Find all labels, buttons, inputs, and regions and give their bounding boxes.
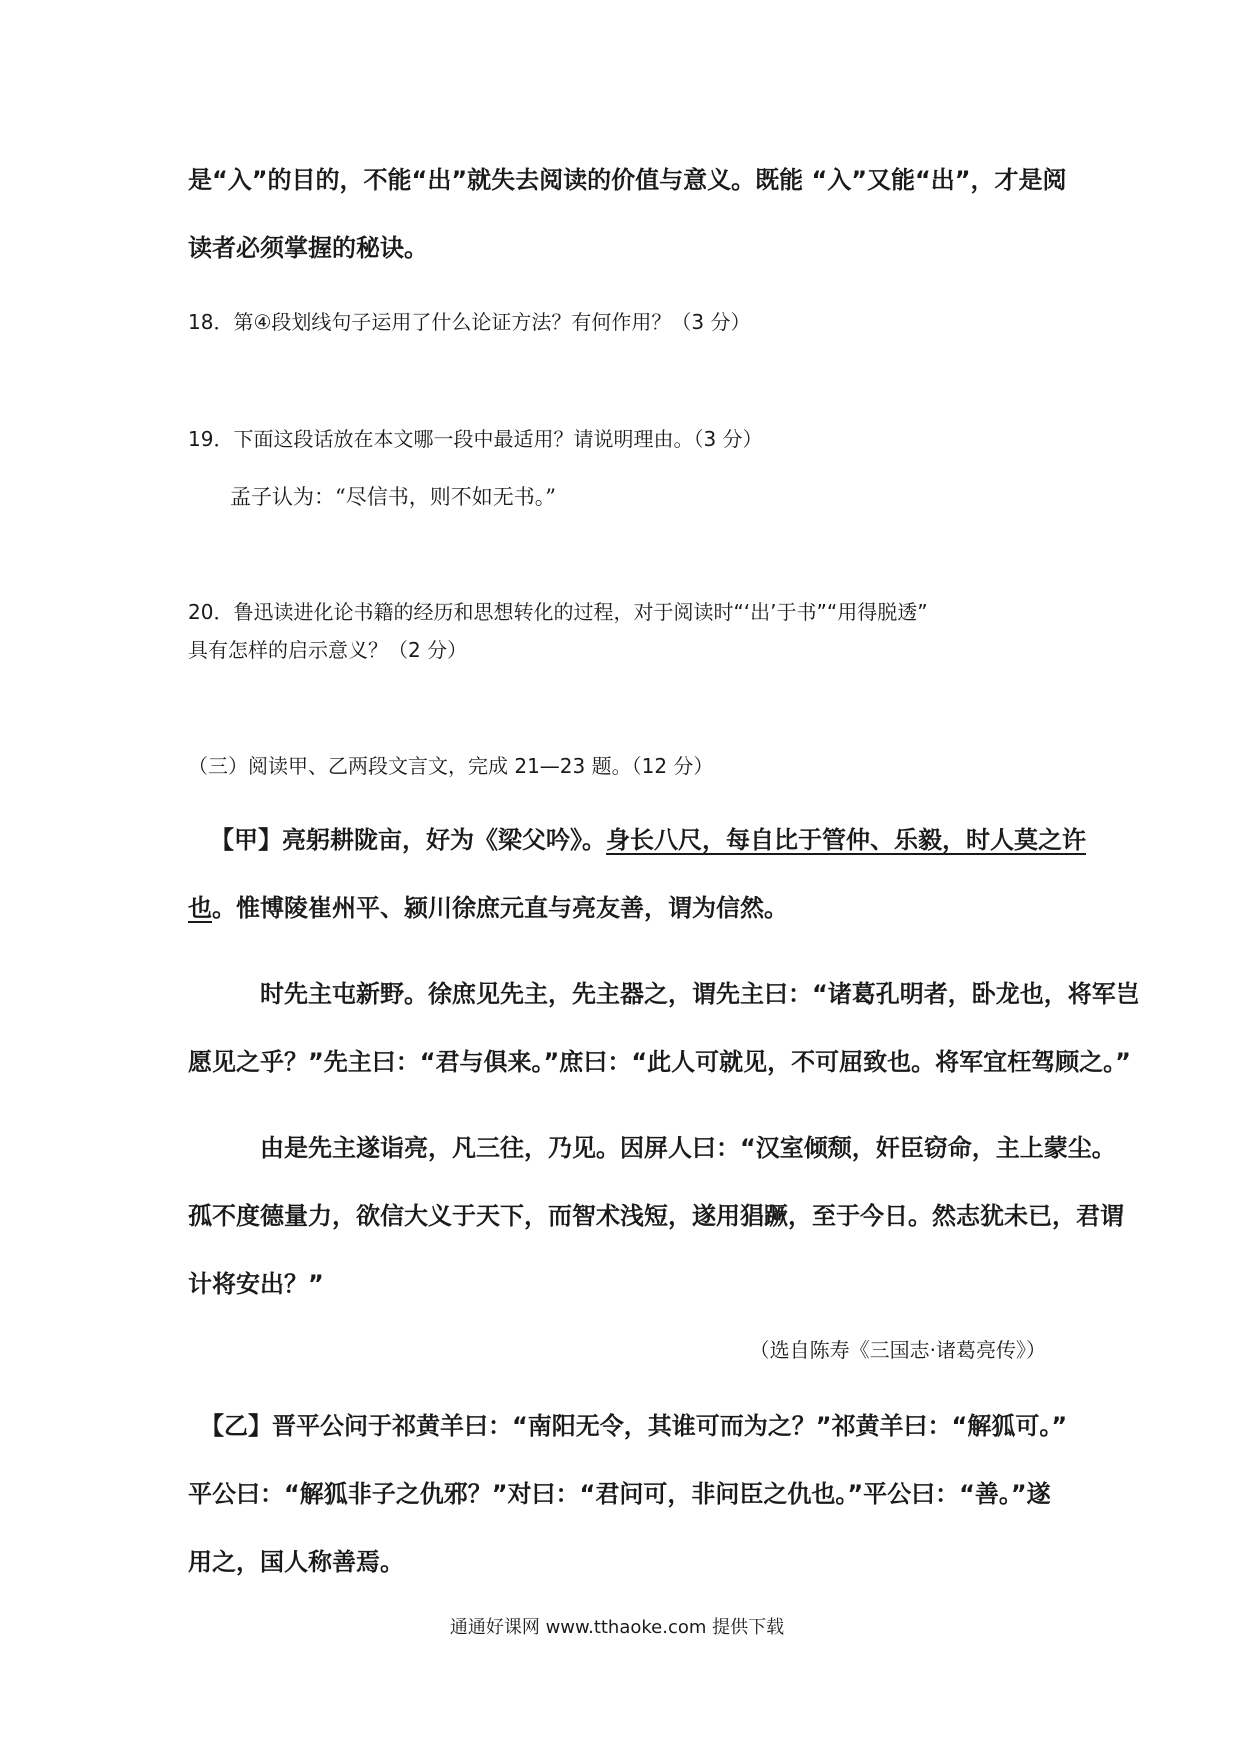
passage-jia-line [188,892,788,924]
passage-jia-line: 孤不度德量力，欲信大义于天下，而智术浅短，遂用猖蹶，至于今日。然志犹未已，君谓 [188,1202,1124,1230]
passage-jia-line: 计将安出？” [188,1270,324,1298]
passage-text: 【甲】亮躬耕陇亩，好为《梁父吟》。 [210,826,606,854]
passage-jia-line: 愿见之乎？”先主曰：“君与俱来。”庶曰：“此人可就见，不可屈致也。将军宜枉驾顾之。” [188,1048,1131,1076]
question-19-quote: 孟子认为：“尽信书，则不如无书。” [230,485,556,509]
paragraph-line: 读者必须掌握的秘诀。 [188,234,428,262]
paragraph-line: 是“入”的目的，不能“出”就失去阅读的价值与意义。既能 “入”又能“出”，才是阅 [188,166,1067,194]
question-19: 19．下面这段话放在本文哪一段中最适用？请说明理由。（3 分） [188,427,763,451]
question-18: 18．第④段划线句子运用了什么论证方法？有何作用？（3 分） [188,310,751,334]
underlined-sentence: 也 [188,894,212,922]
passage-text: 。惟博陵崔州平、颍川徐庶元直与亮友善，谓为信然。 [212,894,788,922]
passage-jia-line: 时先主屯新野。徐庶见先主，先主器之，谓先主曰：“诸葛孔明者，卧龙也，将军岂 [260,980,1140,1008]
passage-source: （选自陈寿《三国志·诸葛亮传》） [749,1338,1046,1362]
underlined-sentence: 身长八尺，每自比于管仲、乐毅，时人莫之许 [606,826,1086,854]
passage-yi-line: 用之，国人称善焉。 [188,1548,404,1576]
page-footer: 通通好课网 www.tthaoke.com 提供下载 [449,1617,785,1638]
passage-yi-line: 平公曰：“解狐非子之仇邪？”对曰：“君问可，非问臣之仇也。”平公曰：“善。”遂 [188,1480,1051,1508]
question-20: 20．鲁迅读进化论书籍的经历和思想转化的过程，对于阅读时“‘出’于书”“用得脱透” [188,600,928,624]
passage-jia-line: 由是先主遂诣亮，凡三往，乃见。因屏人曰：“汉室倾颓，奸臣窃命，主上蒙尘。 [260,1134,1116,1162]
section-heading: （三）阅读甲、乙两段文言文，完成 21—23 题。（12 分） [188,754,714,778]
passage-yi-line: 【乙】晋平公问于祁黄羊曰：“南阳无令，其谁可而为之？”祁黄羊曰：“解狐可。” [200,1412,1068,1440]
passage-jia-line [210,824,1086,856]
question-20-continued: 具有怎样的启示意义？（2 分） [188,638,468,662]
